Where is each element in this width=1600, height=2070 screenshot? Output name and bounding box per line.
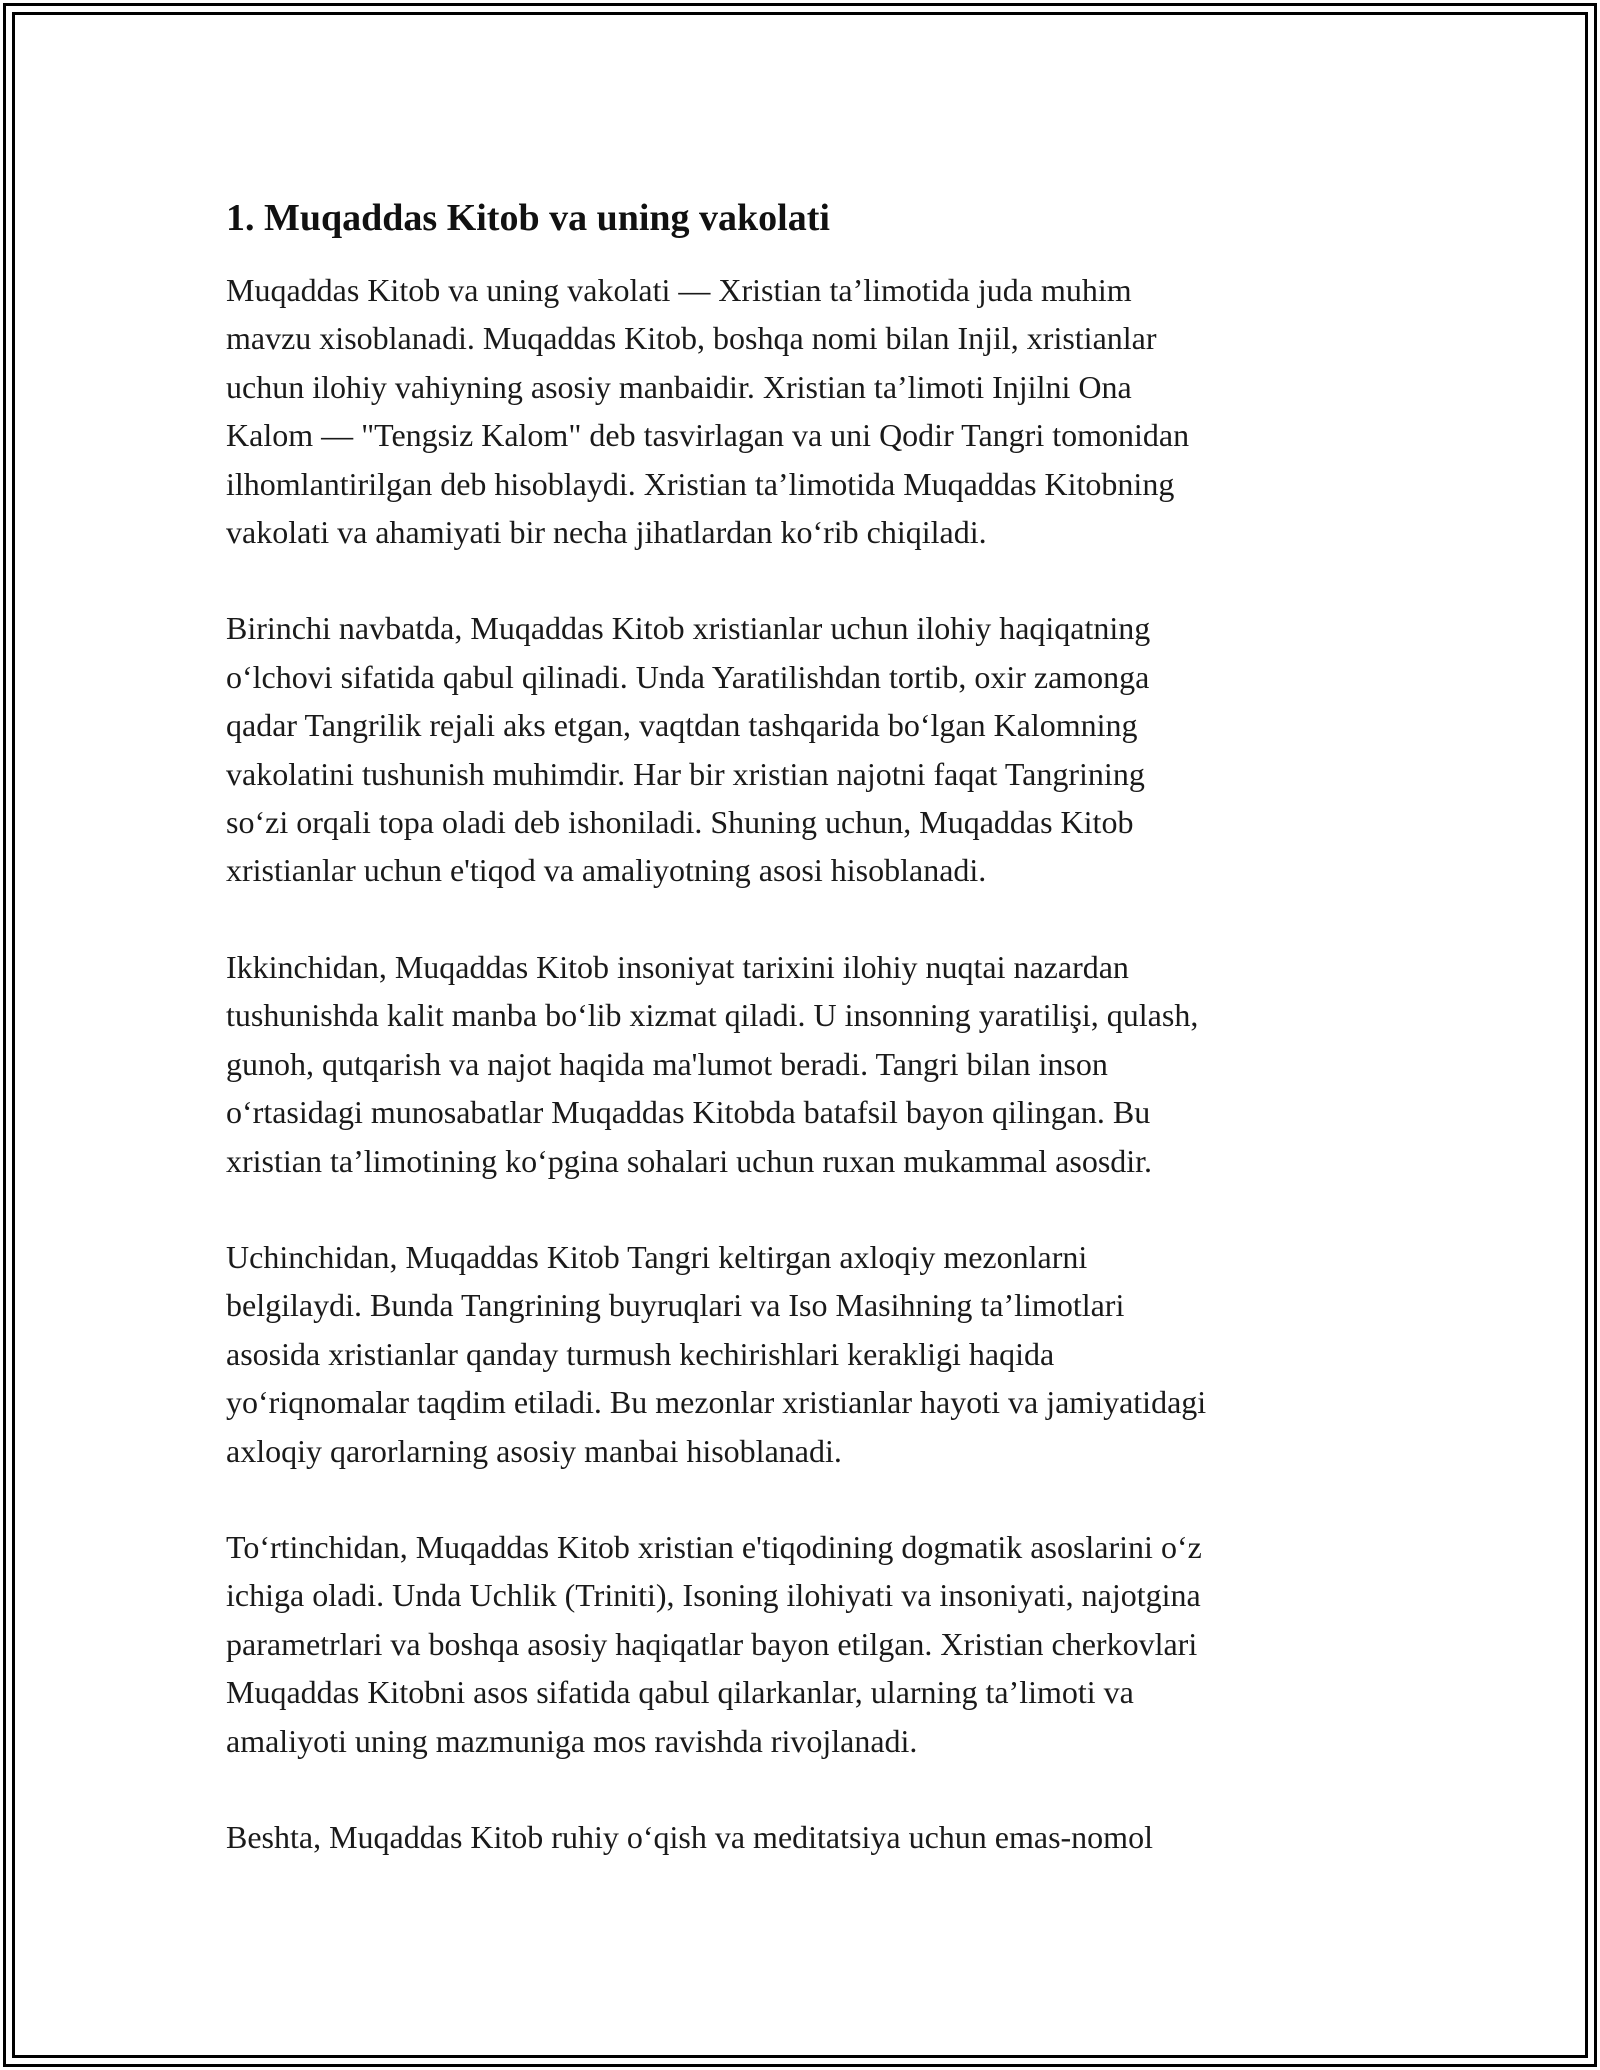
section-heading: 1. Muqaddas Kitob va uning vakolati [226, 197, 830, 239]
document-body [226, 180, 1376, 1909]
paragraph-third-point: Uchinchidan, Muqaddas Kitob Tangri keltirgan axloqiy mezonlarni belgilaydi. Bunda Tangrining buyruqlari va Iso Masihning ta’limotlari asosida xristianlar qanday turmush kechirishlari kerakligi haqida yoʻriqnomalar taqdim etiladi. Bu mezonlar xristianlar hayoti va jamiyatidagi axloqiy qarorlarning asosiy manbai hisoblanadi. [226, 1238, 1207, 1469]
paragraph-fifth-point: Beshta, Muqaddas Kitob ruhiy oʻqish va meditatsiya uchun emas-nomol [226, 1818, 1153, 1855]
paragraph-first-point: Birinchi navbatda, Muqaddas Kitob xristianlar uchun ilohiy haqiqatning oʻlchovi sifatida qabul qilinadi. Unda Yaratilishdan tortib, oxir zamonga qadar Tangrilik rejali aks etgan, vaqtdan tashqarida boʻlgan Kalomning vakolatini tushunish muhimdir. Har bir xristian najotni faqat Tangrining soʻzi orqali topa oladi deb ishoniladi. Shuning uchun, Muqaddas Kitob xristianlar uchun e'tiqod va amaliyotning asosi hisoblanadi. [226, 610, 1151, 889]
paragraph-second-point: Ikkinchidan, Muqaddas Kitob insoniyat tarixini ilohiy nuqtai nazardan tushunishda kalit manba boʻlib xizmat qiladi. U insonning yaratilişi, qulash, gunoh, qutqarish va najot haqida ma'lumot beradi. Tangri bilan inson oʻrtasidagi munosabatlar Muqaddas Kitobda batafsil bayon qilingan. Bu xristian ta’limotining koʻpgina sohalari uchun ruxan mukammal asosdir. [226, 948, 1199, 1179]
paragraph-fourth-point: Toʻrtinchidan, Muqaddas Kitob xristian e'tiqodining dogmatik asoslarini oʻz ichiga oladi. Unda Uchlik (Triniti), Isoning ilohiyati va insoniyati, najotgina parametrlari va boshqa asosiy haqiqatlar bayon etilgan. Xristian cherkovlari Muqaddas Kitobni asos sifatida qabul qilarkanlar, ularning ta’limoti va amaliyoti uning mazmuniga mos ravishda rivojlanadi. [226, 1528, 1202, 1759]
paragraph-intro: Muqaddas Kitob va uning vakolati — Xristian ta’limotida juda muhim mavzu xisoblanadi. Muqaddas Kitob, boshqa nomi bilan Injil, xristianlar uchun ilohiy vahiyning asosiy manbaidir. Xristian ta’limoti Injilni Ona Kalom — "Tengsiz Kalom" deb tasvirlagan va uni Qodir Tangri tomonidan ilhomlantirilgan deb hisoblaydi. Xristian ta’limotida Muqaddas Kitobning vakolati va ahamiyati bir necha jihatlardan koʻrib chiqiladi. [226, 272, 1190, 551]
